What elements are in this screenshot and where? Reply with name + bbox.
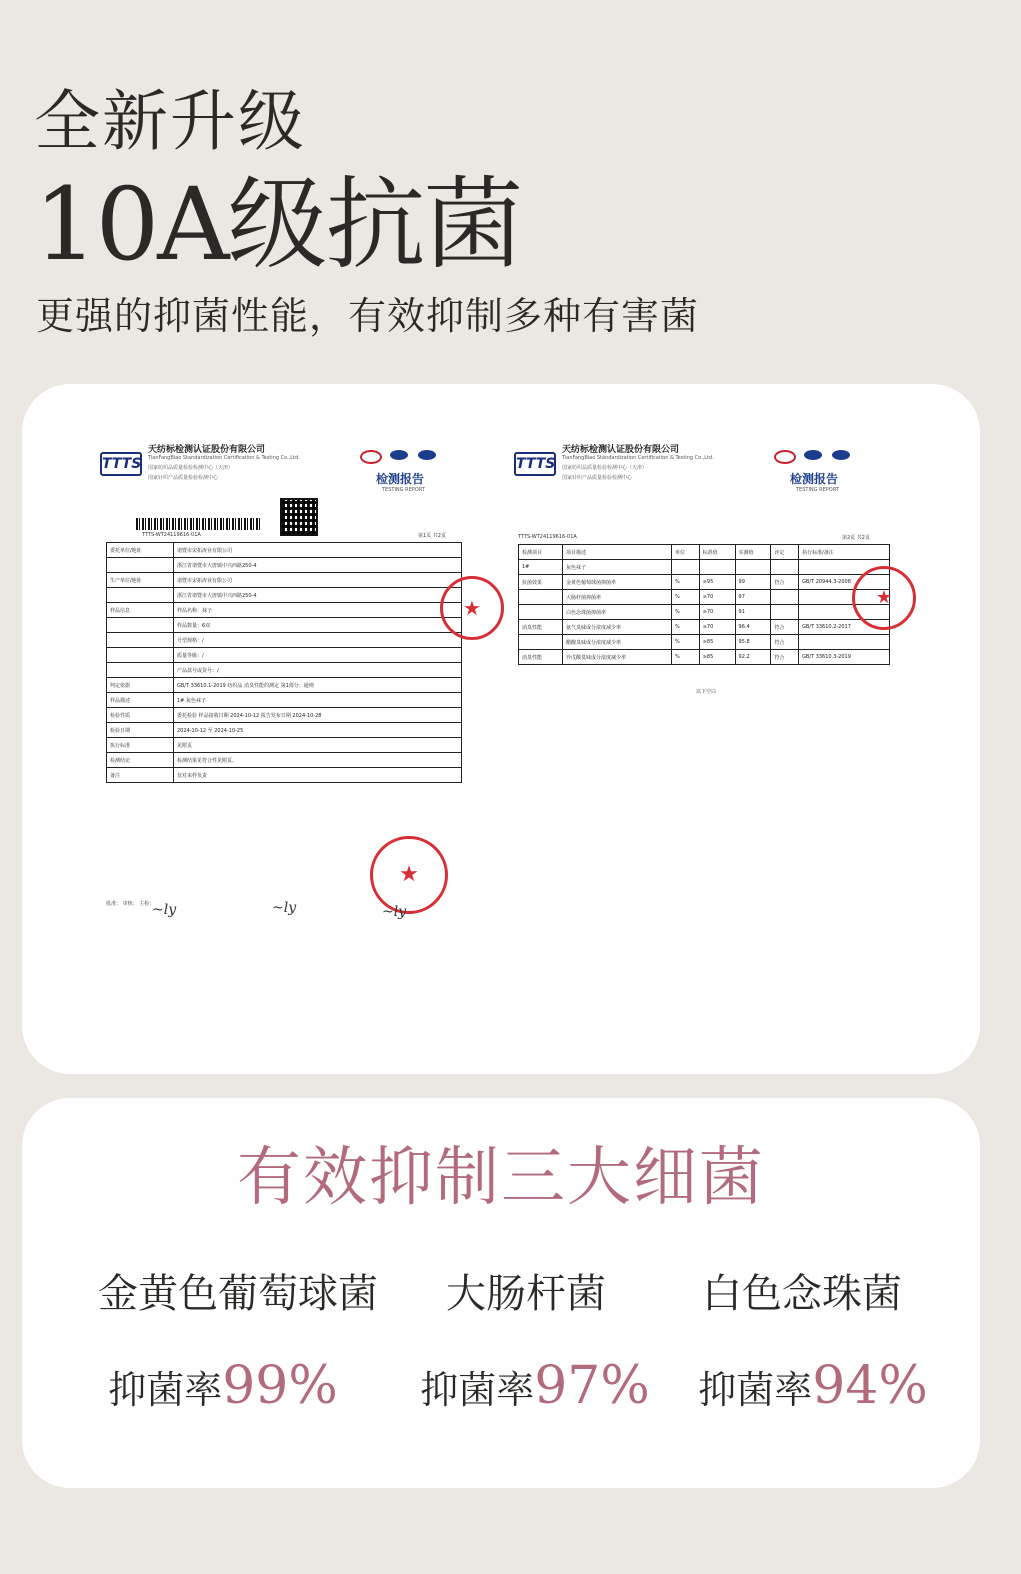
form-value-cell: 1# 灰色袜子 [174, 693, 462, 708]
form-value-cell: 委托检验 样品接收日期 2024-10-12 报告发布日期 2024-10-28 [174, 708, 462, 723]
page-indicator-2: 第2页 共2页 [842, 535, 870, 541]
report-form-row [107, 603, 462, 618]
results-cell: 醋酸臭味成分浓度减少率 [562, 635, 671, 650]
report-form-row [107, 708, 462, 723]
results-cell [699, 560, 735, 575]
results-cell: ≥70 [699, 620, 735, 635]
results-cell: % [672, 650, 700, 665]
rate-value: 97% [534, 1356, 650, 1416]
form-value-cell: 2024-10-12 至 2024-10-25 [174, 723, 462, 738]
results-cell: % [672, 590, 700, 605]
results-cell [735, 560, 771, 575]
results-cell [672, 560, 700, 575]
report-title-en: TESTING REPORT [382, 487, 425, 493]
form-label-cell: 生产单位/地址 [107, 573, 174, 588]
center-1-2: 国家纺织品质量检验检测中心（天津） [562, 465, 648, 471]
results-row [519, 590, 890, 605]
sign-labels: 批准： 审核： 主检： [106, 901, 155, 907]
results-table [518, 544, 890, 665]
qr-code [280, 498, 318, 536]
results-cell: 消臭性能 [519, 620, 563, 635]
results-row [519, 605, 890, 620]
rate-value: 94% [812, 1356, 928, 1416]
rate-label: 抑菌率 [420, 1368, 535, 1412]
form-value-cell: 见附页 [174, 738, 462, 753]
results-cell: ≥95 [699, 575, 735, 590]
report-title-en-2: TESTING REPORT [796, 487, 839, 493]
report-form-row [107, 753, 462, 768]
form-label-cell: 备注 [107, 768, 174, 783]
form-label-cell [107, 588, 174, 603]
report-page-1 [92, 434, 492, 934]
report-form-row [107, 618, 462, 633]
form-label-cell [107, 648, 174, 663]
official-stamp-bottom: ★ [370, 836, 448, 914]
cma-badge [360, 450, 382, 464]
results-cell: 灰色袜子 [562, 560, 671, 575]
org-name: 天纺标检测认证股份有限公司 [148, 445, 266, 455]
results-cell: GB/T 33610.2-2017 [799, 620, 890, 635]
bacteria-name-candida: 白色念珠菌 [702, 1271, 902, 1317]
results-cell [519, 635, 563, 650]
org-name-en: TianFangBiao Standardization Certification & Testing Co.,Ltd. [148, 455, 300, 461]
results-header-cell: 评定 [771, 545, 799, 560]
cnas-badge [418, 450, 436, 460]
results-cell: 消臭性能 [519, 650, 563, 665]
ilac-badge [390, 450, 408, 460]
report-form-row [107, 543, 462, 558]
results-header-cell: 项目描述 [562, 545, 671, 560]
results-cell: 99 [735, 575, 771, 590]
signature-3: ~ly [382, 904, 407, 920]
report-number-2: TTTS-WT24119616-01A [518, 534, 577, 540]
form-value-cell: 诸暨市宋拓涛业有限公司 [174, 573, 462, 588]
results-cell: % [672, 575, 700, 590]
bacteria-name-staph: 金黄色葡萄球菌 [98, 1271, 378, 1317]
form-label-cell: 检验性质 [107, 708, 174, 723]
results-cell: GB/T 20944.3-2008 [799, 575, 890, 590]
report-form-row [107, 768, 462, 783]
results-cell [771, 605, 799, 620]
results-cell: % [672, 605, 700, 620]
report-title: 检测报告 [376, 472, 425, 486]
results-header-cell: 标准值 [699, 545, 735, 560]
form-value-cell: 仅对来样负责 [174, 768, 462, 783]
rate-candida [678, 1356, 948, 1426]
results-cell: 95.8 [735, 635, 771, 650]
results-cell: 92.2 [735, 650, 771, 665]
results-cell: 金黄色葡萄球菌抑菌率 [562, 575, 671, 590]
results-header-cell: 检测项目 [519, 545, 563, 560]
headline-upgrade: 全新升级 [34, 83, 306, 160]
headline-antibacterial-grade: 10A级抗菌 [34, 166, 522, 283]
form-value-cell: 浙江省诸暨市大唐镇中兴西路250-4 [174, 588, 462, 603]
report-form-row [107, 663, 462, 678]
form-label-cell: 委托单位/地址 [107, 543, 174, 558]
results-cell: ≥85 [699, 635, 735, 650]
official-stamp: ★ [440, 576, 504, 640]
results-cell: 1# [519, 560, 563, 575]
form-label-cell: 检测结论 [107, 753, 174, 768]
results-cell: 大肠杆菌抑菌率 [562, 590, 671, 605]
report-form-row [107, 588, 462, 603]
ilac-badge-2 [804, 450, 822, 460]
report-form-row [107, 693, 462, 708]
report-form-row [107, 648, 462, 663]
results-header-cell: 实测值 [735, 545, 771, 560]
cma-badge-2 [774, 450, 796, 464]
ttts-logo-2: TTTS [514, 452, 556, 476]
form-label-cell: 判定依据 [107, 678, 174, 693]
form-value-cell: 检测结果见符合性见附页。 [174, 753, 462, 768]
subtitle: 更强的抑菌性能，有效抑制多种有害菌 [36, 294, 700, 338]
signature-2: ~ly [272, 900, 297, 916]
report-number: TTTS-WT24119616-01A [142, 532, 201, 538]
form-value-cell: 诸暨市宋拓涛业有限公司 [174, 543, 462, 558]
form-value-cell: 号型规格：/ [174, 633, 462, 648]
center-1: 国家纺织品质量检验检测中心（天津） [148, 465, 234, 471]
results-cell: % [672, 635, 700, 650]
results-cell [771, 560, 799, 575]
center-2-2: 国家针织产品质量检验检测中心 [562, 475, 633, 481]
rate-staph [88, 1356, 358, 1426]
report-form-row [107, 633, 462, 648]
form-value-cell: 浙江省诸暨市大唐镇中兴西路250-4 [174, 558, 462, 573]
results-cell: 符合 [771, 650, 799, 665]
rate-value: 99% [222, 1356, 338, 1416]
results-row [519, 650, 890, 665]
form-value-cell: 样品数量：6双 [174, 618, 462, 633]
form-label-cell [107, 633, 174, 648]
results-cell: ≥70 [699, 590, 735, 605]
org-name-2: 天纺标检测认证股份有限公司 [562, 445, 680, 455]
report-form-row [107, 723, 462, 738]
report-form-row [107, 678, 462, 693]
form-label-cell [107, 663, 174, 678]
signature-1: ~ly [152, 902, 177, 918]
report-form-row [107, 738, 462, 753]
results-cell: 白色念珠菌抑菌率 [562, 605, 671, 620]
bacteria-card [22, 1098, 980, 1488]
results-cell [771, 590, 799, 605]
official-stamp-2: ★ [852, 566, 916, 630]
results-cell: 97 [735, 590, 771, 605]
results-cell [519, 590, 563, 605]
results-row [519, 635, 890, 650]
results-cell: 符合 [771, 635, 799, 650]
results-cell: ≥70 [699, 605, 735, 620]
results-cell: 抗菌效果 [519, 575, 563, 590]
form-value-cell: 质量等级：/ [174, 648, 462, 663]
form-value-cell: 样品名称：袜子 [174, 603, 462, 618]
results-cell: ≥85 [699, 650, 735, 665]
results-cell: 异戊酸臭味成分浓度减少率 [562, 650, 671, 665]
form-value-cell: GB/T 33610.1-2019 纺织品 消臭性能的测定 第1部分：通则 [174, 678, 462, 693]
results-cell: 氨气臭味成分浓度减少率 [562, 620, 671, 635]
rate-ecoli [400, 1356, 670, 1426]
bacteria-name-ecoli: 大肠杆菌 [446, 1271, 606, 1317]
form-label-cell: 样品描述 [107, 693, 174, 708]
results-cell [519, 605, 563, 620]
report-form-table [106, 542, 462, 783]
form-label-cell: 样品信息 [107, 603, 174, 618]
results-cell: 符合 [771, 575, 799, 590]
rate-label: 抑菌率 [108, 1368, 223, 1412]
form-value-cell: 产品款号或货号：/ [174, 663, 462, 678]
results-header-cell: 执行标准/备注 [799, 545, 890, 560]
form-label-cell [107, 618, 174, 633]
results-row [519, 620, 890, 635]
form-label-cell [107, 558, 174, 573]
report-form-row [107, 558, 462, 573]
cnas-badge-2 [832, 450, 850, 460]
results-cell: GB/T 33610.3-2019 [799, 650, 890, 665]
results-cell: 96.4 [735, 620, 771, 635]
report-title-2: 检测报告 [790, 472, 839, 486]
center-2: 国家针织产品质量检验检测中心 [148, 475, 219, 481]
org-name-en-2: TianFangBiao Standardization Certification & Testing Co.,Ltd. [562, 455, 714, 461]
results-cell: % [672, 620, 700, 635]
rate-label: 抑菌率 [698, 1368, 813, 1412]
page-indicator: 第1页 共2页 [418, 533, 446, 539]
results-row [519, 560, 890, 575]
results-cell: 符合 [771, 620, 799, 635]
ttts-logo: TTTS [100, 452, 142, 476]
results-cell [799, 635, 890, 650]
report-page-2 [506, 434, 906, 724]
end-note: 以下空白 [696, 689, 717, 695]
report-form-row [107, 573, 462, 588]
results-row [519, 575, 890, 590]
barcode [136, 518, 262, 530]
results-cell: 91 [735, 605, 771, 620]
form-label-cell: 检验日期 [107, 723, 174, 738]
bacteria-title: 有效抑制三大细菌 [237, 1141, 765, 1215]
results-header-cell: 单位 [672, 545, 700, 560]
report-card [22, 384, 980, 1074]
form-label-cell: 执行标准 [107, 738, 174, 753]
